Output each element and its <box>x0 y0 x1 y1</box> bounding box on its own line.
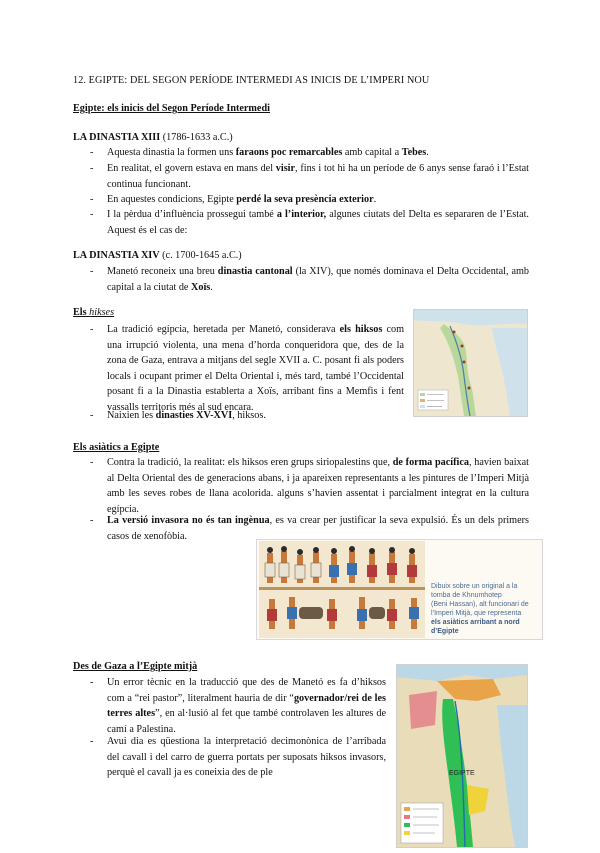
bullet-dash: - <box>90 736 94 747</box>
section-heading: Egipte: els inicis del Segon Període Intermedi <box>73 103 270 114</box>
bullet-dash: - <box>90 163 94 174</box>
bullet-dash: - <box>90 677 94 688</box>
map-graphic <box>397 665 527 847</box>
map-graphic <box>414 310 527 416</box>
page-title: 12. EGIPTE: DEL SEGON PERÍODE INTERMEDI AS INICIS DE L’IMPERI NOU <box>73 75 430 86</box>
tomb-painting-image <box>259 541 425 638</box>
bullet-dash: - <box>90 147 94 158</box>
list-item: En realitat, el govern estava en mans del visir, fins i tot hi ha un període de 6 anys sense faraó i l’Estat continua funcionant. <box>107 163 529 190</box>
list-item: I la pèrdua d’influència prossegui també a l’interior, algunes ciutats del Delta es separaren de l’Estat. Aquest és el cas de: <box>107 209 529 236</box>
section-heading: Els hikses <box>73 307 115 318</box>
dynasty-heading: LA DINASTIA XIII (1786-1633 a.C.) <box>73 132 233 143</box>
bullet-dash: - <box>90 457 94 468</box>
section-heading: Des de Gaza a l’Egipte mitjà <box>73 661 198 672</box>
figure-caption: Dibuix sobre un original a la tomba de Khnumhotep (Beni Hassan), alt funcionari de l’Imperi Mitjà, que representa els asiàtics arribant a nord d’Egipte <box>431 583 529 635</box>
list-item: Naixien les dinasties XV-XVI, hiksos. <box>107 410 266 421</box>
bullet-dash: - <box>90 266 94 277</box>
egypt-expansion-map-image <box>396 664 528 848</box>
list-item: Contra la tradició, la realitat: els hiksos eren grups siriopalestins que, de forma pacífica, havien baixat al Delta Oriental des de generacions abans, i ja apareixen representants a les pintures de l’Imperi Mitjà amb les seves robes de llana acolorida. alguns s’havien assentat i parcialment integrat en la cultura egípcia. <box>107 457 530 515</box>
list-item: Un error tècnic en la traducció que des de Manetó es fa d’hiksos com a “rei pastor”, literalment hauria de dir “governador/rei de les terres altes”, en al·lusió al fet que també controlaven les altures de camí a Palestina. <box>107 677 386 735</box>
list-item: La versió invasora no és tan ingènua, es va crear per justificar la seva expulsió. És un dels primers casos de xenofòbia. <box>107 515 529 542</box>
bullet-dash: - <box>90 515 94 526</box>
bullet-dash: - <box>90 410 94 421</box>
list-item: Aquesta dinastia la formen uns faraons poc remarcables amb capital a Tebes. <box>107 147 429 158</box>
list-item: En aquestes condicions, Egipte perdé la seva presència exterior. <box>107 194 377 205</box>
egypt-map-image <box>413 309 528 417</box>
tomb-painting-figure <box>256 539 543 640</box>
bullet-dash: - <box>90 324 94 335</box>
bullet-dash: - <box>90 194 94 205</box>
map-label: EGIPTE <box>449 770 475 777</box>
list-item: Avui dia es qüestiona la interpretació decimonònica de l’arribada del cavall i del carro de guerra portats per suposats hiksos invasors, perquè el cavall ja es coneixia des de ple <box>107 736 386 778</box>
dynasty-heading: LA DINASTIA XIV (c. 1700-1645 a.C.) <box>73 250 242 261</box>
list-item: La tradició egípcia, heretada per Manetó, considerava els hiksos com una irrupció violenta, una mena d’horda conqueridora que, des de la zona de Gaza, entrava a mitjans del segle XVII a. C. posant fi als poders locals i ocupant primer el Delta Oriental i, més tard, també l’Occidental posant fi a la Dinastia establerta a Xoïs, arribant fins a Memfis i fent vassalls territoris més al sud encara. <box>107 324 404 413</box>
section-heading: Els asiàtics a Egipte <box>73 442 160 453</box>
bullet-dash: - <box>90 209 94 220</box>
list-item: Manetó reconeix una breu dinastia cantonal (la XIV), que només dominava el Delta Occidental, amb capital a la ciutat de Xoïs. <box>107 266 529 293</box>
